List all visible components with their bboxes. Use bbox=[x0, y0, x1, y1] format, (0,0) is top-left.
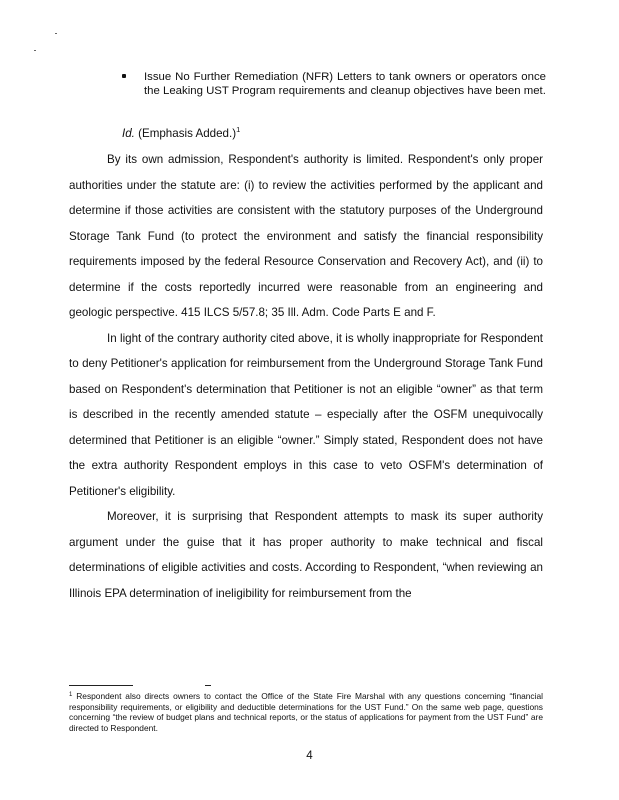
scan-speck bbox=[34, 50, 36, 51]
bullet-text: Issue No Further Remediation (NFR) Letters to tank owners or operators once the Leaking UST Program requirements and cleanup objectives have been met. bbox=[144, 71, 546, 97]
body-text bbox=[69, 147, 543, 606]
footnote bbox=[69, 690, 543, 733]
citation-id: Id. bbox=[122, 127, 135, 140]
scan-speck bbox=[55, 33, 57, 34]
citation-rest: (Emphasis Added.) bbox=[134, 127, 237, 140]
footnote-reference: 1 bbox=[236, 125, 241, 134]
footnote-separator bbox=[69, 685, 133, 686]
paragraph-contrary-authority: In light of the contrary authority cited above, it is wholly inappropriate for Respondent to deny Petitioner's application for reimbursement from the Underground Storage Tank Fund based on Respondent's determination that Petitioner is not an eligible “owner” as that term is described in the recently amended statute – especially after the OSFM unequivocally determined that Petitioner is an eligible “owner.” Simply stated, Respondent does not have the extra authority Respondent employs in this case to veto OSFM's determination of Petitioner's eligibility. bbox=[69, 331, 543, 498]
paragraph-moreover: Moreover, it is surprising that Respondent attempts to mask its super authority argument under the guise that it has proper authority to make technical and fiscal determinations of eligible activities and costs. According to Respondent, “when reviewing an Illinois EPA determination of ineligibility for reimbursement from the bbox=[69, 510, 543, 600]
bullet-icon bbox=[122, 74, 126, 78]
paragraph-authority: By its own admission, Respondent's authority is limited. Respondent's only proper authorities under the statute are: (i) to review the activities performed by the applicant and determine if those activities are consistent with the statutory purposes of the Underground Storage Tank Fund (to protect the environment and satisfy the financial responsibility requirements imposed by the federal Resource Conservation and Recovery Act), and (ii) to determine if the costs reportedly incurred were reasonable from an engineering and geologic perspective. 415 ILCS 5/57.8; 35 Ill. Adm. Code Parts E and F. bbox=[69, 153, 543, 319]
footnote-text: Respondent also directs owners to contact the Office of the State Fire Marshal with any questions concerning “financial responsibility requirements, or eligibility and deductible determinations for the UST Fund.” On the same web page, questions concerning “the review of budget plans and technical reports, or the status of applications for payment from the UST Fund” are directed to Respondent. bbox=[69, 691, 543, 733]
page-number: 4 bbox=[306, 749, 313, 762]
scan-mark bbox=[205, 685, 211, 686]
footnote-marker: 1 bbox=[69, 692, 73, 698]
citation-line bbox=[122, 125, 240, 140]
